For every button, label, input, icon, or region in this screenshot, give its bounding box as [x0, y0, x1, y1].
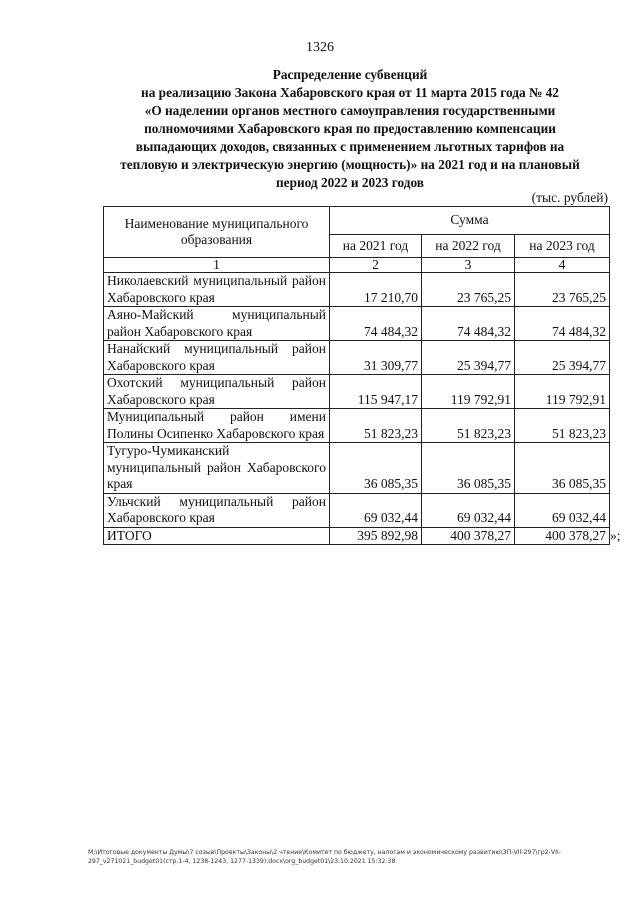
- subsidy-table: [103, 206, 610, 545]
- value-2022: 23 765,25: [422, 273, 515, 307]
- value-2023: 25 394,77: [515, 341, 610, 375]
- value-2021: 74 484,32: [330, 307, 422, 341]
- municipality-name: Нанайский муниципальный район Хабаровского края: [104, 341, 330, 375]
- value-2023: 69 032,44: [515, 493, 610, 527]
- header-municipality: Наименование муниципального образования: [104, 207, 330, 258]
- total-2023: 400 378,27: [515, 527, 610, 545]
- table-row: [104, 493, 610, 527]
- municipality-name: Ульчский муниципальный район Хабаровского края: [104, 493, 330, 527]
- closing-quote-mark: »;: [610, 527, 621, 543]
- header-year-2022: на 2022 год: [422, 234, 515, 257]
- title-line: период 2022 и 2023 годов: [276, 175, 424, 190]
- column-number: 1: [104, 258, 330, 273]
- table-row: [104, 341, 610, 375]
- total-2022: 400 378,27: [422, 527, 515, 545]
- title-line: «О наделении органов местного самоуправления государственными: [144, 103, 556, 118]
- value-2023: 36 085,35: [515, 443, 610, 494]
- value-2022: 51 823,23: [422, 409, 515, 443]
- value-2021: 51 823,23: [330, 409, 422, 443]
- value-2022: 25 394,77: [422, 341, 515, 375]
- column-number: 4: [515, 258, 610, 273]
- value-2021: 69 032,44: [330, 493, 422, 527]
- total-row: [104, 527, 610, 545]
- title-line: Распределение субвенций: [272, 67, 428, 82]
- value-2022: 119 792,91: [422, 375, 515, 409]
- value-2022: 36 085,35: [422, 443, 515, 494]
- value-2022: 69 032,44: [422, 493, 515, 527]
- units-label: (тыс. рублей): [531, 190, 608, 205]
- value-2021: 17 210,70: [330, 273, 422, 307]
- value-2023: 119 792,91: [515, 375, 610, 409]
- header-year-2023: на 2023 год: [515, 234, 610, 257]
- table-row: [104, 307, 610, 341]
- municipality-name: Муниципальный район имени Полины Осипенко Хабаровского края: [104, 409, 330, 443]
- header-sum: Сумма: [330, 207, 610, 235]
- municipality-name: Николаевский муниципальный район Хабаровского края: [104, 273, 330, 307]
- header-row: [104, 207, 610, 235]
- table-row: [104, 409, 610, 443]
- municipality-name: Тугуро-Чумиканский муниципальный район Хабаровского края: [104, 443, 330, 494]
- municipality-name: Аяно-Майский муниципальный район Хабаровского края: [104, 307, 330, 341]
- value-2023: 51 823,23: [515, 409, 610, 443]
- value-2021: 36 085,35: [330, 443, 422, 494]
- file-path-footer: М:\Итоговые документы Думы\7 созыв\Проекты\Законы\2 чтение\Комитет по бюджету, налогам и экономическому развитию\ЗП-VII-297\гр2-VII-297_v271021_budget01(стр.1-4, 1238-1243, 1277-1339).docx\org_budget01\23.10.2021 15:32:38: [88, 849, 561, 865]
- header-year-2021: на 2021 год: [330, 234, 422, 257]
- total-2021: 395 892,98: [330, 527, 422, 545]
- title-line: полномочиями Хабаровского края по предоставлению компенсации: [144, 121, 556, 136]
- municipality-name: Охотский муниципальный район Хабаровского края: [104, 375, 330, 409]
- document-title: [90, 66, 610, 192]
- table-row: [104, 443, 610, 494]
- value-2023: 74 484,32: [515, 307, 610, 341]
- table-row: [104, 273, 610, 307]
- value-2021: 115 947,17: [330, 375, 422, 409]
- column-number: 2: [330, 258, 422, 273]
- value-2021: 31 309,77: [330, 341, 422, 375]
- page-number: 1326: [306, 40, 334, 55]
- value-2022: 74 484,32: [422, 307, 515, 341]
- title-line: тепловую и электрическую энергию (мощность)» на 2021 год и на плановый: [120, 157, 580, 172]
- title-line: выпадающих доходов, связанных с применением льготных тарифов на: [135, 139, 565, 154]
- column-number: 3: [422, 258, 515, 273]
- column-number-row: [104, 258, 610, 273]
- value-2023: 23 765,25: [515, 273, 610, 307]
- title-line: на реализацию Закона Хабаровского края от 11 марта 2015 года № 42: [141, 85, 559, 100]
- table-row: [104, 375, 610, 409]
- total-label: ИТОГО: [104, 527, 330, 545]
